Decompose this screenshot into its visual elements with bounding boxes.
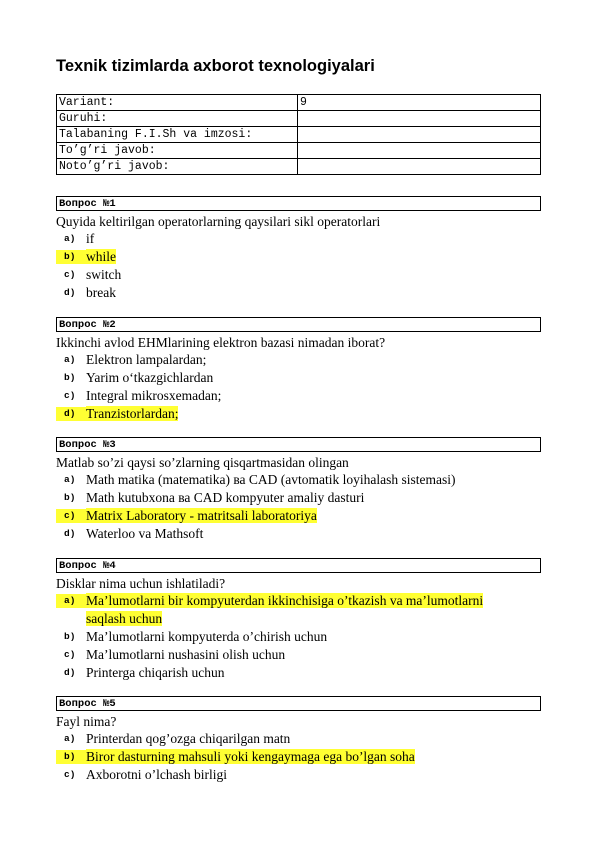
answer-option[interactable] xyxy=(56,525,541,543)
option-text: Matrix Laboratory - matritsali laboratoriya xyxy=(86,508,317,523)
answer-option[interactable] xyxy=(56,284,541,302)
option-letter: a) xyxy=(64,233,76,244)
option-text: Tranzistorlardan; xyxy=(86,406,179,421)
answer-option-highlighted[interactable] xyxy=(56,748,541,766)
option-letter: a) xyxy=(64,595,76,606)
option-text: Ma’lumotlarni bir kompyuterdan ikkinchisiga o’tkazish va ma’lumotlarni saqlash uchun xyxy=(86,593,484,626)
option-letter: d) xyxy=(64,287,76,298)
question-header: Вопрос №1 xyxy=(56,196,541,211)
option-text: Math matika (matematika) ва CAD (avtomatik loyihalash sistemasi) xyxy=(86,472,456,487)
info-label: Variant: xyxy=(57,95,298,111)
question-4 xyxy=(56,558,541,682)
option-letter: a) xyxy=(64,474,76,485)
answer-option[interactable] xyxy=(56,266,541,284)
option-text: Waterloo va Mathsoft xyxy=(86,526,204,541)
option-letter: c) xyxy=(64,769,76,780)
page-title: Texnik tizimlarda axborot texnologiyalari xyxy=(56,57,375,75)
option-letter: b) xyxy=(64,372,76,383)
option-letter: d) xyxy=(64,408,76,419)
option-letter: b) xyxy=(64,751,76,762)
info-value xyxy=(298,127,541,143)
option-letter: d) xyxy=(64,667,76,678)
option-letter: c) xyxy=(64,390,76,401)
option-text: Ma’lumotlarni nushasini olish uchun xyxy=(86,647,286,662)
option-text: Elektron lampalardan; xyxy=(86,352,207,367)
question-2 xyxy=(56,317,541,423)
question-text: Disklar nima uchun ishlatiladi? xyxy=(56,576,226,591)
info-row-group xyxy=(57,111,541,127)
info-label: Talabaning F.I.Sh va imzosi: xyxy=(57,127,298,143)
info-value: 9 xyxy=(298,95,541,111)
info-label: Guruhi: xyxy=(57,111,298,127)
answer-option[interactable] xyxy=(56,489,541,507)
answer-option-highlighted[interactable] xyxy=(56,592,541,628)
answer-option-highlighted[interactable] xyxy=(56,248,541,266)
option-letter: a) xyxy=(64,733,76,744)
option-letter: a) xyxy=(64,354,76,365)
option-text: Printerdan qog’ozga chiqarilgan matn xyxy=(86,731,291,746)
option-text: switch xyxy=(86,267,122,282)
question-1 xyxy=(56,196,541,302)
option-letter: c) xyxy=(64,649,76,660)
option-letter: c) xyxy=(64,269,76,280)
info-value xyxy=(298,143,541,159)
answer-option[interactable] xyxy=(56,351,541,369)
question-header: Вопрос №4 xyxy=(56,558,541,573)
answer-option[interactable] xyxy=(56,664,541,682)
answer-option-highlighted[interactable] xyxy=(56,405,541,423)
option-letter: b) xyxy=(64,492,76,503)
option-text: while xyxy=(86,249,116,264)
option-text: Yarim o‘tkazgichlardan xyxy=(86,370,214,385)
option-text: Ma’lumotlarni kompyuterda o’chirish uchun xyxy=(86,629,328,644)
answer-option[interactable] xyxy=(56,730,541,748)
question-text: Matlab so’zi qaysi so’zlarning qisqartmasidan olingan xyxy=(56,455,349,470)
question-5 xyxy=(56,696,541,784)
info-row-student xyxy=(57,127,541,143)
option-text: Biror dasturning mahsuli yoki kengaymaga ega bo’lgan soha xyxy=(86,749,415,764)
option-text: if xyxy=(86,231,95,246)
option-letter: d) xyxy=(64,528,76,539)
info-value xyxy=(298,159,541,175)
student-info-table xyxy=(56,94,541,175)
info-value xyxy=(298,111,541,127)
question-3 xyxy=(56,437,541,543)
answer-option[interactable] xyxy=(56,369,541,387)
answer-option[interactable] xyxy=(56,646,541,664)
question-header: Вопрос №2 xyxy=(56,317,541,332)
option-letter: c) xyxy=(64,510,76,521)
question-text: Quyida keltirilgan operatorlarning qaysilari sikl operatorlari xyxy=(56,214,381,229)
question-header: Вопрос №5 xyxy=(56,696,541,711)
answer-option[interactable] xyxy=(56,230,541,248)
info-row-variant xyxy=(57,95,541,111)
option-text: break xyxy=(86,285,116,300)
info-row-correct xyxy=(57,143,541,159)
question-text: Ikkinchi avlod EHMlarining elektron bazasi nimadan iborat? xyxy=(56,335,386,350)
info-label: To’g’ri javob: xyxy=(57,143,298,159)
info-label: Noto’g’ri javob: xyxy=(57,159,298,175)
answer-option[interactable] xyxy=(56,766,541,784)
option-text: Axborotni o’lchash birligi xyxy=(86,767,227,782)
option-text: Printerga chiqarish uchun xyxy=(86,665,225,680)
option-letter: b) xyxy=(64,251,76,262)
answer-option[interactable] xyxy=(56,387,541,405)
question-header: Вопрос №3 xyxy=(56,437,541,452)
option-text: Math kutubxona ва CAD kompyuter amaliy dasturi xyxy=(86,490,365,505)
option-text: Integral mikrosxemadan; xyxy=(86,388,222,403)
info-row-incorrect xyxy=(57,159,541,175)
question-text: Fayl nima? xyxy=(56,714,117,729)
option-letter: b) xyxy=(64,631,76,642)
answer-option[interactable] xyxy=(56,628,541,646)
answer-option[interactable] xyxy=(56,471,541,489)
answer-option-highlighted[interactable] xyxy=(56,507,541,525)
